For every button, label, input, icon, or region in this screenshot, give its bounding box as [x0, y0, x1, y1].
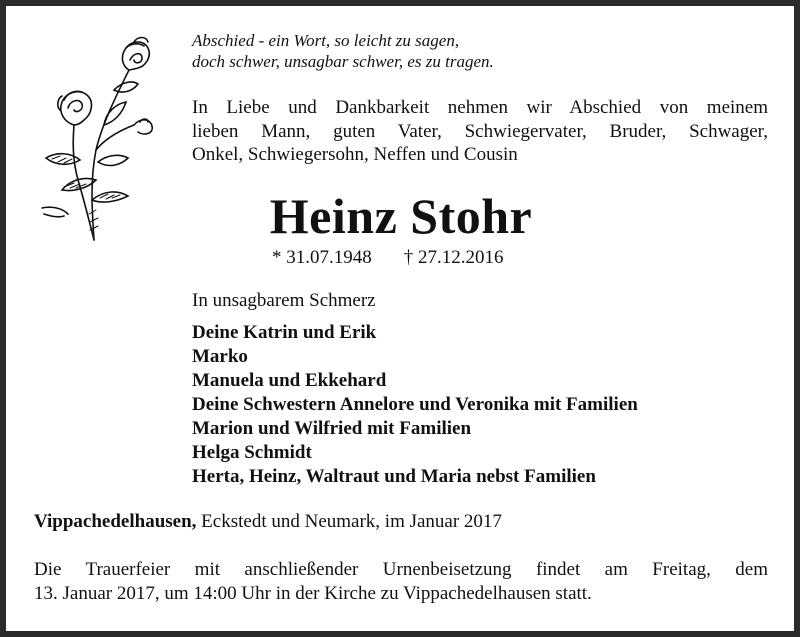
mourner-entry: Marko: [192, 346, 248, 367]
birth-date: * 31.07.1948: [272, 247, 372, 268]
place-town: Vippachedelhausen,: [34, 511, 197, 532]
mourner-entry: Helga Schmidt: [192, 442, 312, 463]
grief-line: In unsagbarem Schmerz: [192, 290, 376, 311]
mourner-entry: Marion und Wilfried mit Familien: [192, 418, 472, 439]
place-date-line: [34, 510, 502, 534]
mourner-entry: Herta, Heinz, Waltraut und Maria nebst Familien: [192, 466, 596, 487]
poem-line: Abschied - ein Wort, so leicht zu sagen,: [192, 31, 460, 50]
deceased-name-text: Heinz Stohr: [269, 188, 533, 244]
intro-line: Onkel, Schwiegersohn, Neffen und Cousin: [192, 144, 518, 165]
deceased-name: [0, 186, 800, 246]
mourner-entry: Deine Katrin und Erik: [192, 322, 377, 343]
mourner-entry: Manuela und Ekkehard: [192, 370, 387, 391]
mourners-list: [192, 321, 638, 489]
funeral-info: [34, 558, 768, 606]
intro-line: In Liebe und Dankbarkeit nehmen wir Abschied von meinem: [192, 97, 768, 118]
funeral-line: 13. Januar 2017, um 14:00 Uhr in der Kirche zu Vippachedelhausen statt.: [34, 583, 592, 604]
funeral-line: Die Trauerfeier mit anschließender Urnenbeisetzung findet am Freitag, dem: [34, 559, 768, 580]
poem-line: doch schwer, unsagbar schwer, es zu tragen.: [192, 52, 494, 71]
mourner-entry: Deine Schwestern Annelore und Veronika mit Familien: [192, 394, 638, 415]
intro-line: lieben Mann, guten Vater, Schwiegervater, Bruder, Schwager,: [192, 120, 768, 142]
death-date: † 27.12.2016: [403, 247, 504, 268]
intro-paragraph: [192, 96, 768, 167]
farewell-poem: [192, 30, 494, 72]
place-rest: Eckstedt und Neumark, im Januar 2017: [196, 511, 502, 532]
life-dates: [272, 246, 504, 270]
